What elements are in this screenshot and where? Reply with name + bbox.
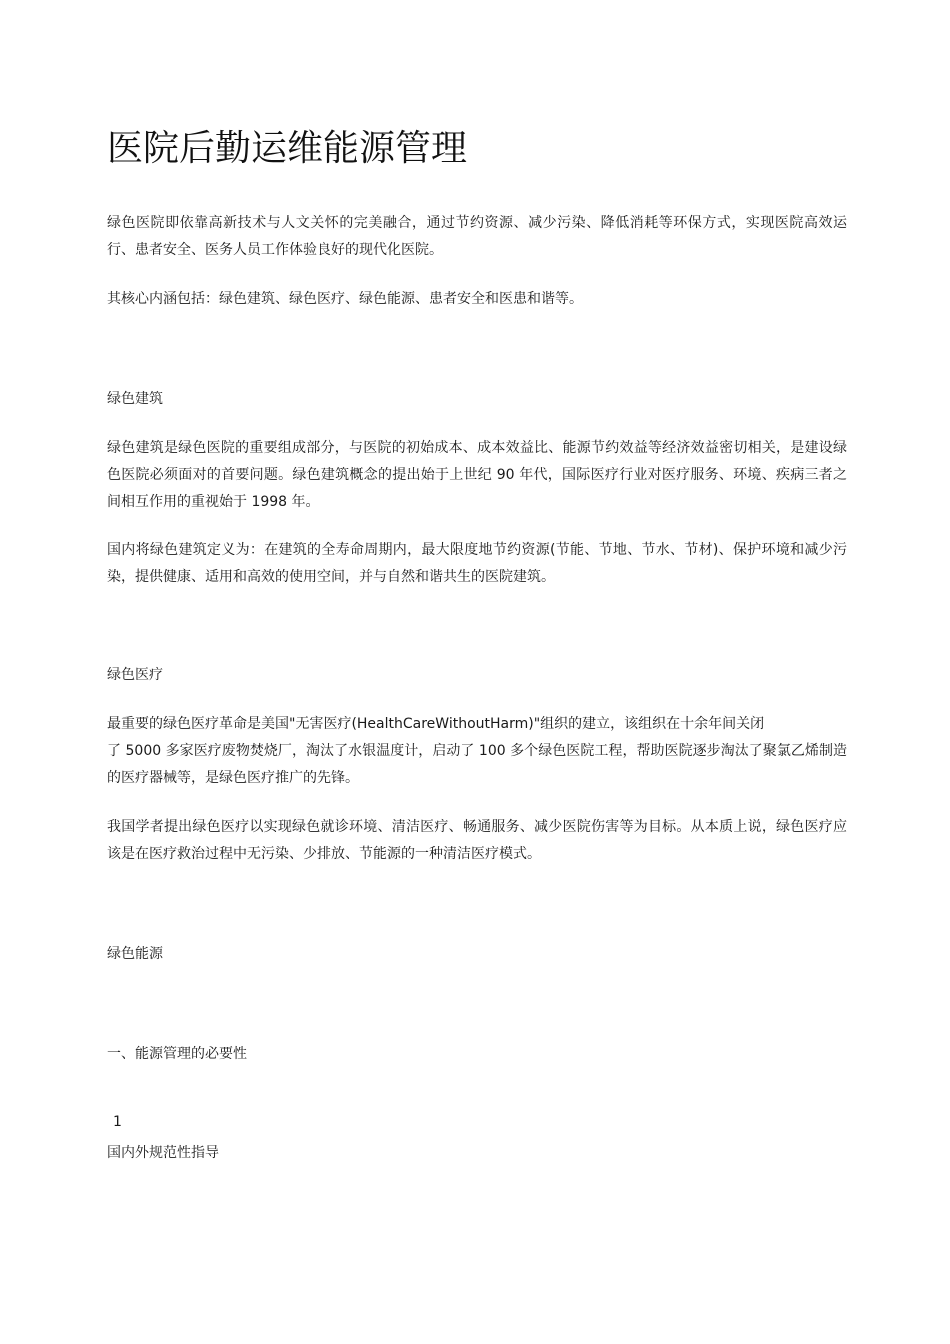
section-heading-energy-management: 一、能源管理的必要性 xyxy=(107,1046,247,1062)
page-title: 医院后勤运维能源管理 xyxy=(107,128,468,169)
list-item-title: 国内外规范性指导 xyxy=(107,1145,219,1161)
intro-paragraph-1: 绿色医院即依靠高新技术与人文关怀的完美融合，通过节约资源、减少污染、降低消耗等环保方式，实现医院高效运行、患者安全、医务人员工作体验良好的现代化医院。 xyxy=(107,215,847,258)
green-medical-paragraph-1-rest: 了 5000 多家医疗废物焚烧厂，淘汰了水银温度计，启动了 100 多个绿色医院工程，帮助医院逐步淘汰了聚氯乙烯制造的医疗器械等，是绿色医疗推广的先锋。 xyxy=(107,743,847,786)
section-heading-green-medical: 绿色医疗 xyxy=(107,667,163,683)
green-building-paragraph-2: 国内将绿色建筑定义为：在建筑的全寿命周期内，最大限度地节约资源(节能、节地、节水、节材)、保护环境和减少污染，提供健康、适用和高效的使用空间，并与自然和谐共生的医院建筑。 xyxy=(107,542,847,585)
intro-paragraph-2: 其核心内涵包括：绿色建筑、绿色医疗、绿色能源、患者安全和医患和谐等。 xyxy=(107,291,583,307)
green-building-paragraph-1: 绿色建筑是绿色医院的重要组成部分，与医院的初始成本、成本效益比、能源节约效益等经济效益密切相关，是建设绿色医院必须面对的首要问题。绿色建筑概念的提出始于上世纪 90 年代，国际医疗行业对医疗服务、环境、疾病三者之间相互作用的重视始于 1998 年。 xyxy=(107,440,847,510)
green-medical-paragraph-1-line-1: 最重要的绿色医疗革命是美国"无害医疗(HealthCareWithoutHarm)"组织的建立，该组织在十余年间关闭 xyxy=(107,716,765,732)
section-heading-green-building: 绿色建筑 xyxy=(107,391,163,407)
green-medical-paragraph-2: 我国学者提出绿色医疗以实现绿色就诊环境、清洁医疗、畅通服务、减少医院伤害等为目标。从本质上说，绿色医疗应该是在医疗救治过程中无污染、少排放、节能源的一种清洁医疗模式。 xyxy=(107,819,847,862)
list-item-number: 1 xyxy=(113,1114,122,1130)
section-heading-green-energy: 绿色能源 xyxy=(107,946,163,962)
